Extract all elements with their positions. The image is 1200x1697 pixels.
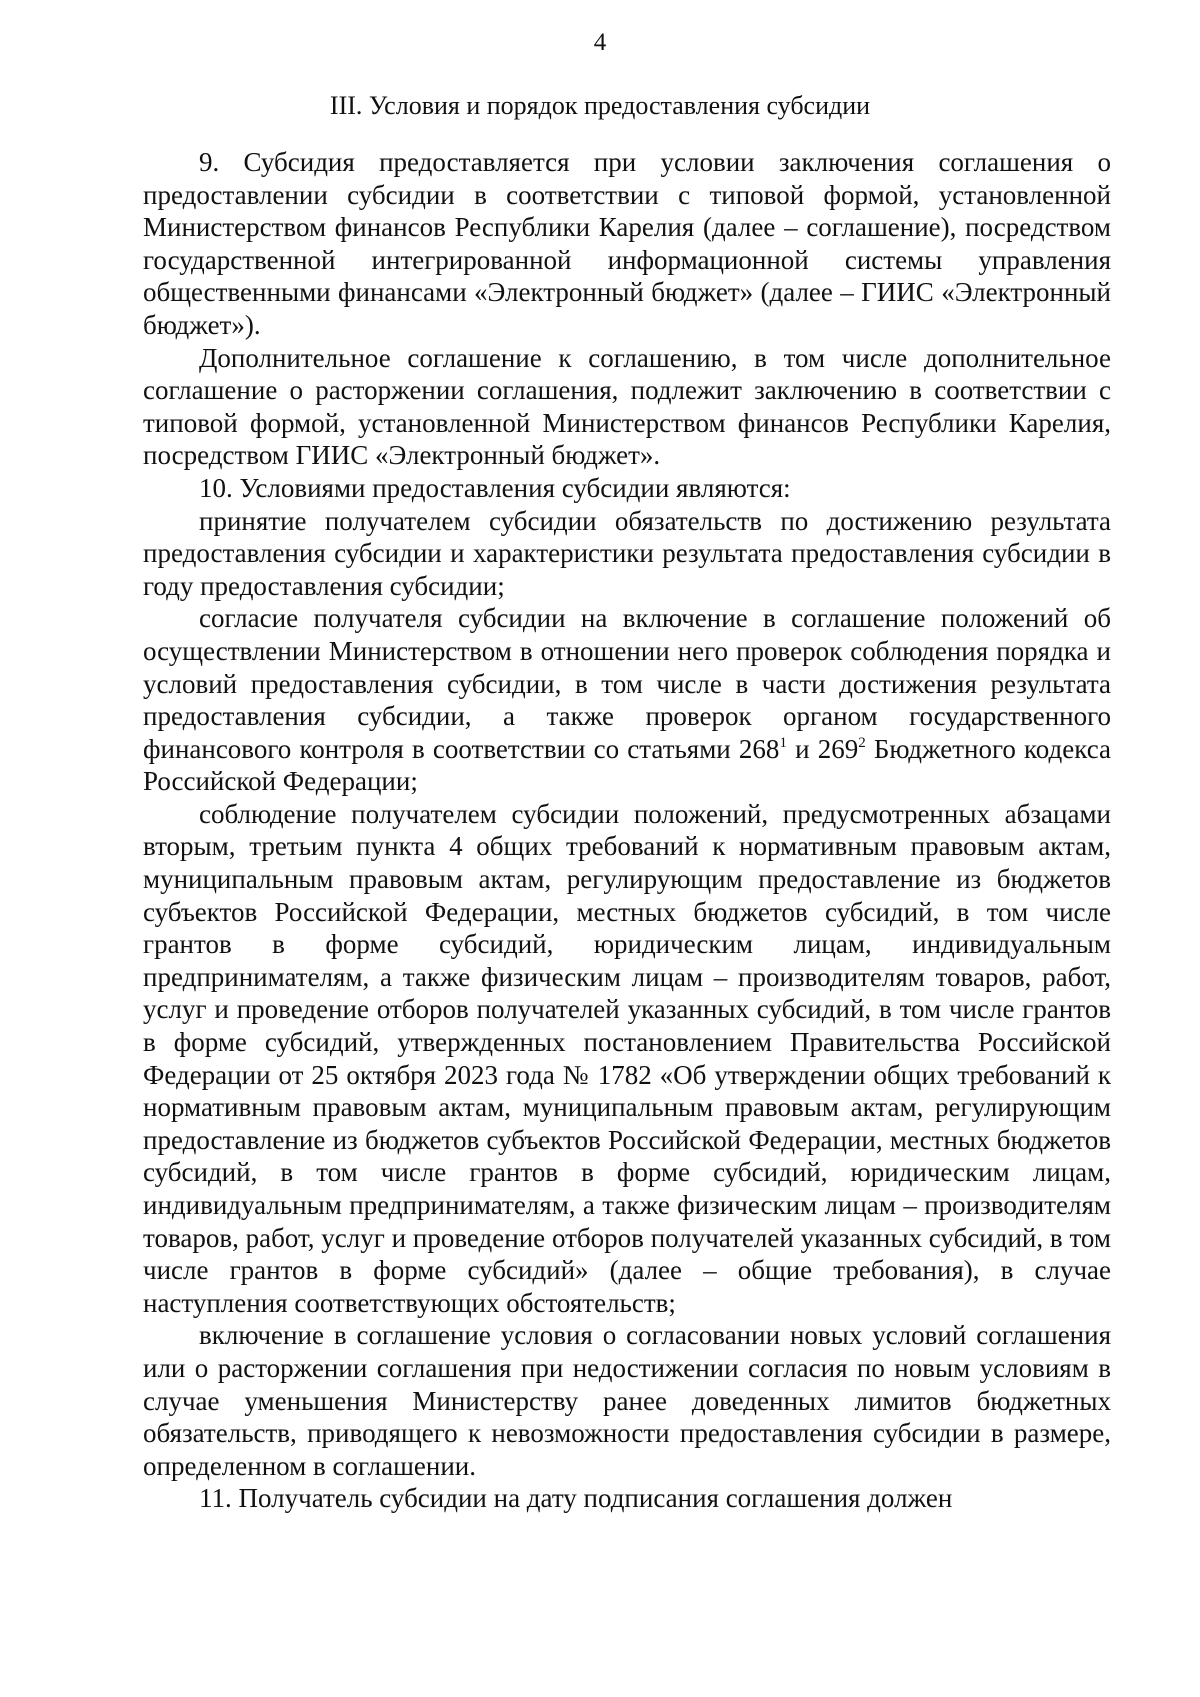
article-superscript-1: 1 [779, 734, 787, 751]
page-number: 4 [593, 29, 607, 56]
paragraph-9: 9. Субсидия предоставляется при условии заключения соглашения о предоставлении субсидии в соответствии с типовой формой, установленной Министерством финансов Республики Карелия (далее – соглашение), посредством государственной интегрированной информационной системы управления общественными финансами «Электронный бюджет» (далее – ГИИС «Электронный бюджет»). [143, 147, 1111, 340]
article-superscript-2: 2 [858, 734, 866, 751]
section-title: III. Условия и порядок предоставления субсидии [329, 91, 871, 120]
document-body [143, 146, 1111, 1515]
paragraph-11: 11. Получатель субсидии на дату подписания соглашения должен [199, 1483, 953, 1514]
paragraph-condition-inclusion: включение в соглашение условия о согласовании новых условий соглашения или о расторжении соглашения при недостижении согласия по новым условиям в случае уменьшения Министерству ранее доведенных лимитов бюджетных обязательств, приводящего к невозможности предоставления субсидии в размере, определенном в соглашении. [143, 1320, 1111, 1481]
paragraph-condition-consent [143, 602, 1111, 798]
consent-text-part3: Бюджетного кодекса Российской Федерации; [143, 733, 1111, 797]
paragraph-condition-obligations: принятие получателем субсидии обязательств по достижению результата предоставления субсидии и характеристики результата предоставления субсидии в году предоставления субсидии; [143, 505, 1111, 601]
paragraph-10: 10. Условиями предоставления субсидии являются: [199, 472, 791, 503]
paragraph-additional-agreement: Дополнительное соглашение к соглашению, в том числе дополнительное соглашение о расторжении соглашения, подлежит заключению в соответствии с типовой формой, установленной Министерством финансов Республики Карелия, посредством ГИИС «Электронный бюджет». [143, 342, 1111, 471]
consent-text-part1: согласие получателя субсидии на включение в соглашение положений об осуществлении Министерством в отношении него проверок соблюдения порядка и условий предоставления субсидии, в том числе в части достижения результата предоставления субсидии, а также проверок органом государственного финансового контроля в соответствии со статьями 268 [143, 603, 1111, 764]
consent-text-part2: и 269 [786, 733, 859, 764]
paragraph-condition-compliance: соблюдение получателем субсидии положений, предусмотренных абзацами вторым, третьим пункта 4 общих требований к нормативным правовым актам, муниципальным правовым актам, регулирующим предоставление из бюджетов субъектов Российской Федерации, местных бюджетов субсидий, в том числе грантов в форме субсидий, юридическим лицам, индивидуальным предпринимателям, а также физическим лицам – производителям товаров, работ, услуг и проведение отборов получателей указанных субсидий, в том числе грантов в форме субсидий, утвержденных постановлением Правительства Российской Федерации от 25 октября 2023 года № 1782 «Об утверждении общих требований к нормативным правовым актам, муниципальным правовым актам, регулирующим предоставление из бюджетов субъектов Российской Федерации, местных бюджетов субсидий, в том числе грантов в форме субсидий, юридическим лицам, индивидуальным предпринимателям, а также физическим лицам – производителям товаров, работ, услуг и проведение отборов получателей указанных субсидий, в том числе грантов в форме субсидий» (далее – общие требования), в случае наступления соответствующих обстоятельств; [143, 798, 1111, 1318]
